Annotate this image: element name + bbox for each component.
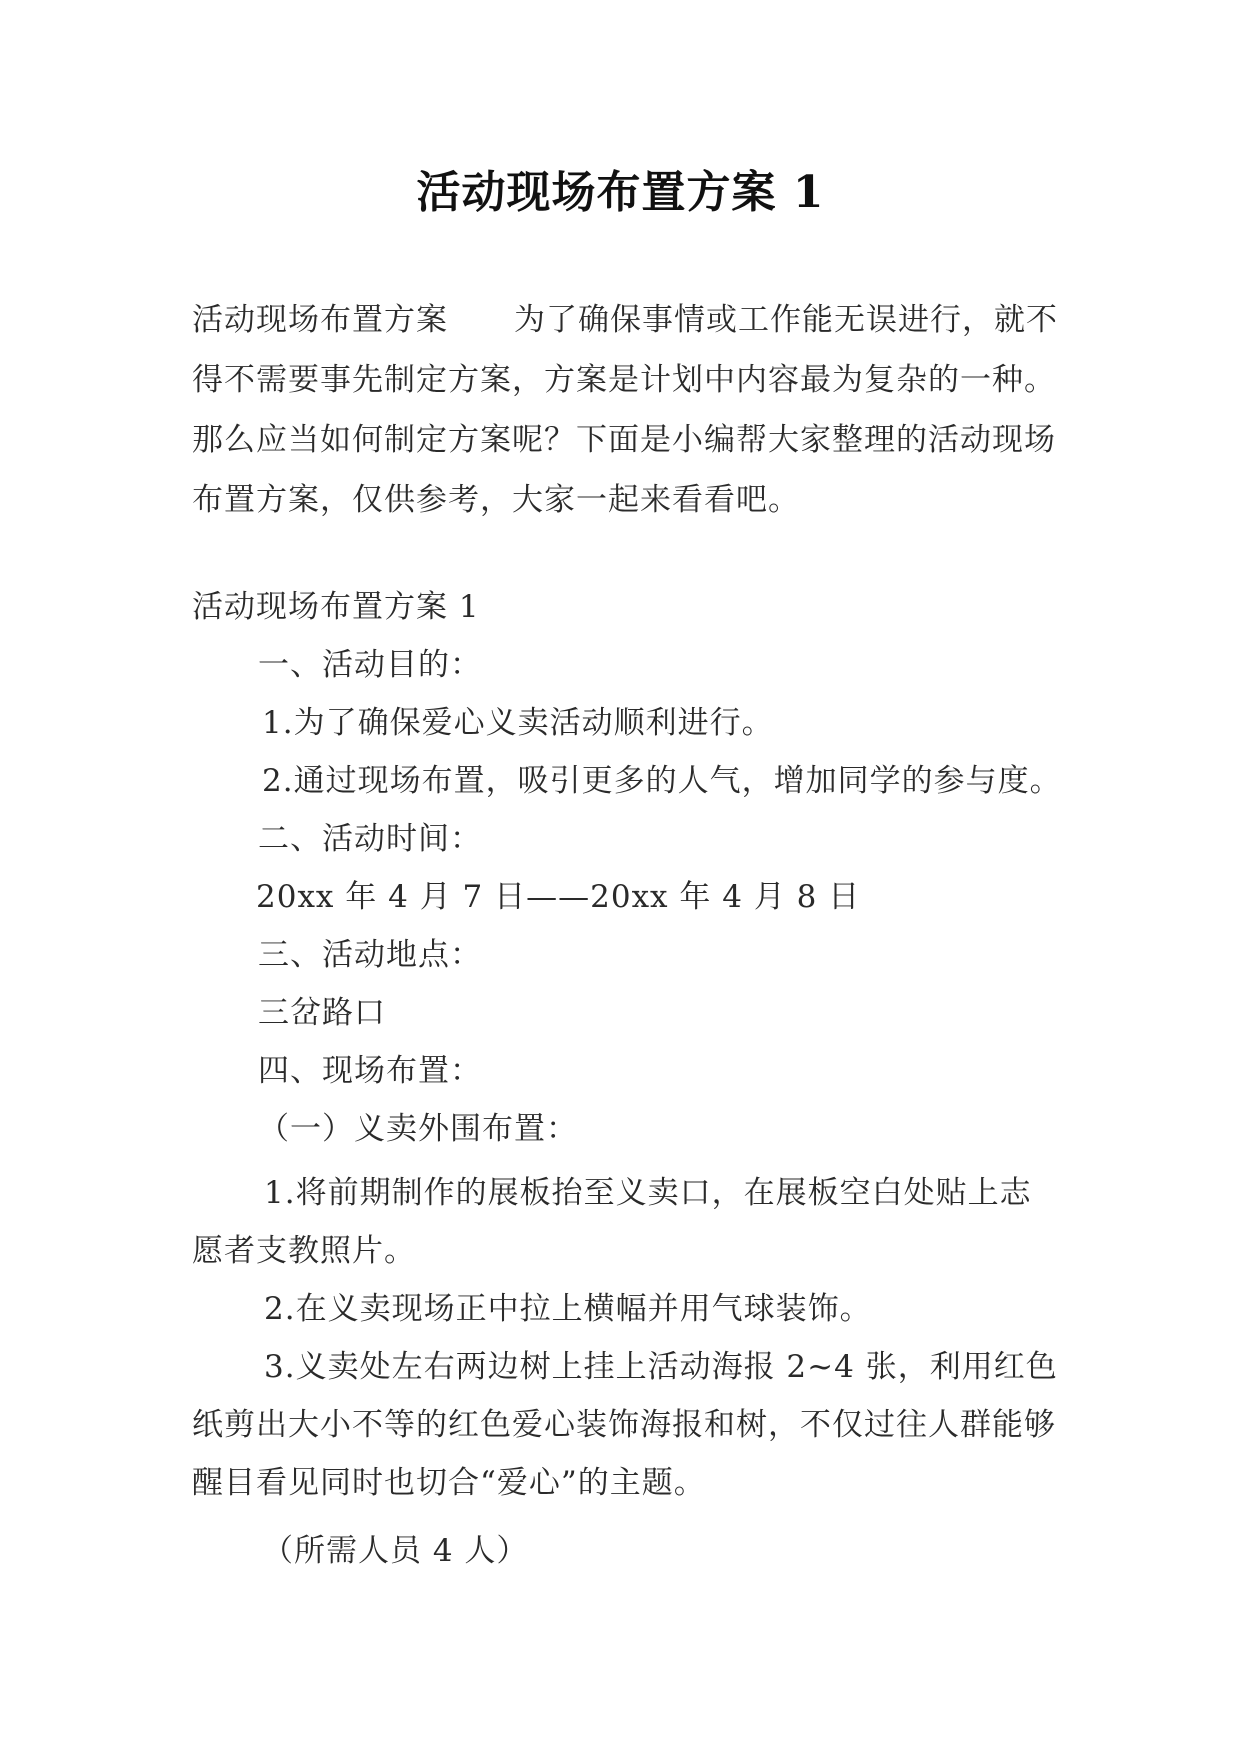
intro-paragraph — [192, 290, 1062, 530]
section-title: 活动现场布置方案 1 — [192, 589, 480, 625]
purpose-heading: 一、活动目的： — [258, 647, 482, 683]
layout-item-2: 2.在义卖现场正中拉上横幅并用气球装饰。 — [264, 1291, 872, 1327]
layout-heading: 四、现场布置： — [258, 1053, 482, 1089]
purpose-item-2: 2.通过现场布置，吸引更多的人气，增加同学的参与度。 — [262, 763, 1062, 799]
place-heading: 三、活动地点： — [258, 937, 482, 973]
layout-item-3: 3.义卖处左右两边树上挂上活动海报 2~4 张，利用红色纸剪出大小不等的红色爱心装饰海报和树，不仅过往人群能够醒目看见同时也切合“爱心”的主题。 — [192, 1349, 1058, 1501]
layout-item-1: 1.将前期制作的展板抬至义卖口，在展板空白处贴上志愿者支教照片。 — [192, 1175, 1032, 1269]
layout-subheading: （一）义卖外围布置： — [258, 1111, 578, 1147]
time-value: 20xx 年 4 月 7 日——20xx 年 4 月 8 日 — [256, 879, 861, 915]
intro-lead: 活动现场布置方案 — [192, 302, 448, 338]
purpose-item-1: 1.为了确保爱心义卖活动顺利进行。 — [262, 705, 774, 741]
time-heading: 二、活动时间： — [258, 821, 482, 857]
document-title: 活动现场布置方案 1 — [416, 167, 825, 218]
place-value: 三岔路口 — [258, 995, 386, 1031]
staff-note: （所需人员 4 人） — [262, 1533, 529, 1569]
intro-body: 为了确保事情或工作能无误进行，就不得不需要事先制定方案，方案是计划中内容最为复杂的一种。那么应当如何制定方案呢？下面是小编帮大家整理的活动现场布置方案，仅供参考，大家一起来看看吧。 — [192, 302, 1058, 518]
